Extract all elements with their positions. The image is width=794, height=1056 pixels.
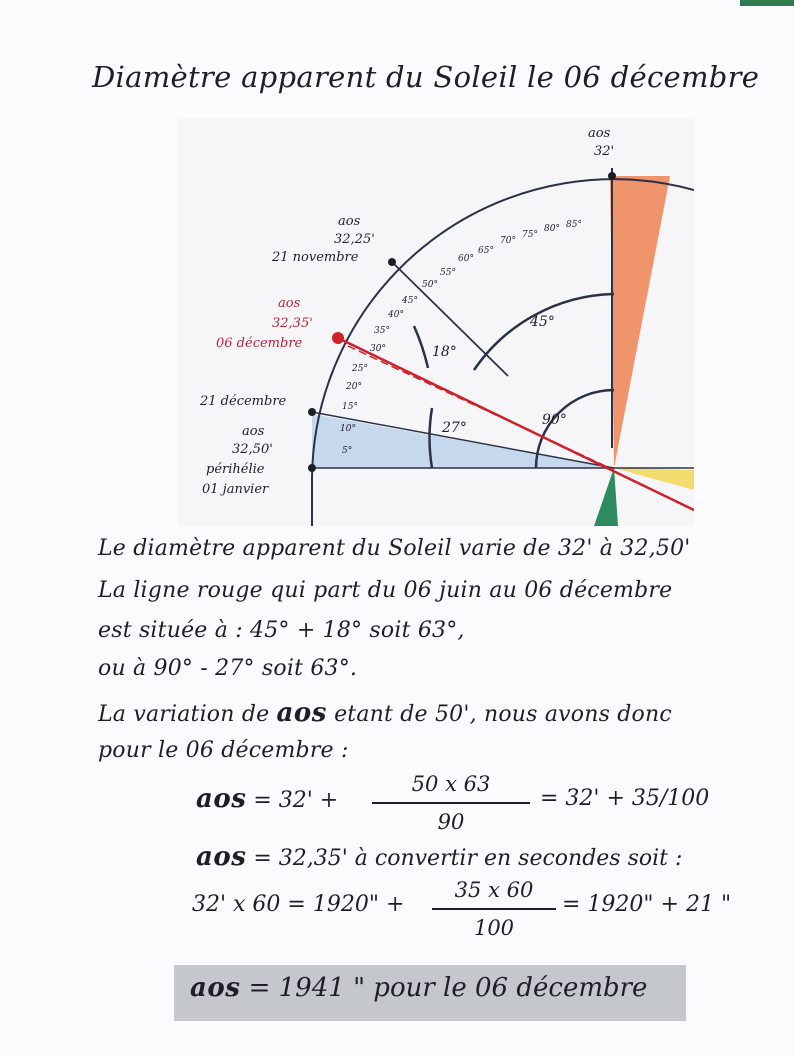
top-aos-value: 32' [594, 144, 615, 159]
point-dec06 [332, 332, 344, 344]
point-perihelion [308, 464, 316, 472]
formula-1-symbol: aos [196, 784, 247, 814]
formula-3-rhs: = 1920" + 21 " [562, 892, 732, 917]
fraction-bar [372, 802, 530, 804]
nov-aos-value: 32,25' [334, 232, 375, 247]
dec06-aos-symbol: aos [278, 296, 301, 311]
perihelion-name: périhélie [206, 462, 265, 477]
formula-1-rhs: = 32' + 35/100 [540, 786, 710, 811]
formula-2-symbol: aos [196, 842, 247, 872]
perihelion-date: 01 janvier [202, 482, 269, 497]
fraction-bar [432, 908, 556, 910]
text-line-1: Le diamètre apparent du Soleil varie de 32' à 32,50' [98, 536, 691, 561]
angle-27-label: 27° [442, 420, 467, 436]
point-nov [388, 258, 396, 266]
formula-1-lhs-text: = 32' + [253, 788, 339, 813]
top-aos-symbol: aos [588, 126, 611, 141]
text-line-3: est située à : 45° + 18° soit 63°, [98, 618, 465, 643]
text-line-2: La ligne rouge qui part du 06 juin au 06 décembre [98, 578, 673, 603]
scale-degree: 30° [370, 344, 386, 354]
formula-1-fraction [372, 772, 530, 834]
scale-degree: 20° [346, 382, 362, 392]
dec06-date: 06 décembre [216, 336, 303, 351]
scale-degree: 75° [522, 230, 538, 240]
formula-1-numerator: 50 x 63 [411, 772, 491, 796]
scale-degree: 45° [402, 296, 418, 306]
scale-degree: 80° [544, 224, 560, 234]
scale-degree: 40° [388, 310, 404, 320]
result-line [190, 973, 647, 1003]
orbit-diagram [178, 118, 694, 526]
formula-3-numerator: 35 x 60 [454, 878, 534, 902]
angle-18-label: 18° [432, 344, 457, 360]
formula-2-text: = 32,35' à convertir en secondes soit : [253, 846, 683, 871]
formula-3-denominator: 100 [473, 916, 515, 940]
text-line-5-pre: La variation de [98, 702, 270, 727]
arc-45 [474, 294, 614, 370]
arc-18 [414, 326, 428, 368]
text-line-5 [98, 698, 672, 728]
point-top [608, 172, 616, 180]
scale-degree: 60° [458, 254, 474, 264]
text-line-5-symbol: aos [276, 698, 327, 728]
text-line-5-post: etant de 50', nous avons donc [334, 702, 672, 727]
corner-scan-mark [740, 0, 794, 6]
perihelion-aos-value: 32,50' [232, 442, 273, 457]
formula-3-lhs: 32' x 60 = 1920" + [192, 892, 405, 917]
angle-45-label: 45° [530, 314, 555, 330]
scale-degree: 50° [422, 280, 438, 290]
nov-date: 21 novembre [272, 250, 359, 265]
scale-degree: 55° [440, 268, 456, 278]
scale-degree: 65° [478, 246, 494, 256]
dec06-aos-value: 32,35' [272, 316, 313, 331]
formula-1-lhs [196, 784, 338, 814]
text-line-6: pour le 06 décembre : [98, 738, 349, 763]
result-symbol: aos [190, 973, 241, 1003]
scale-degree: 15° [342, 402, 358, 412]
yellow-wedge [614, 468, 694, 490]
nov-aos-symbol: aos [338, 214, 361, 229]
formula-2 [196, 842, 682, 872]
scale-degree: 5° [342, 446, 353, 456]
page-title: Diamètre apparent du Soleil le 06 décembre [92, 60, 760, 94]
point-dec21 [308, 408, 316, 416]
result-text: = 1941 " pour le 06 décembre [248, 973, 648, 1003]
scale-degree: 70° [500, 236, 516, 246]
angle-90-label: 90° [542, 412, 567, 428]
perihelion-aos-symbol: aos [242, 424, 265, 439]
scale-degree: 25° [352, 364, 368, 374]
green-wedge [594, 468, 618, 526]
dec21-date: 21 décembre [200, 394, 287, 409]
text-line-4: ou à 90° - 27° soit 63°. [98, 656, 358, 681]
formula-1-denominator: 90 [437, 810, 465, 834]
orange-wedge [610, 176, 670, 468]
scale-degree: 35° [374, 326, 390, 336]
scale-degree: 10° [340, 424, 356, 434]
formula-3-fraction [432, 878, 556, 940]
scale-degree: 85° [566, 220, 582, 230]
